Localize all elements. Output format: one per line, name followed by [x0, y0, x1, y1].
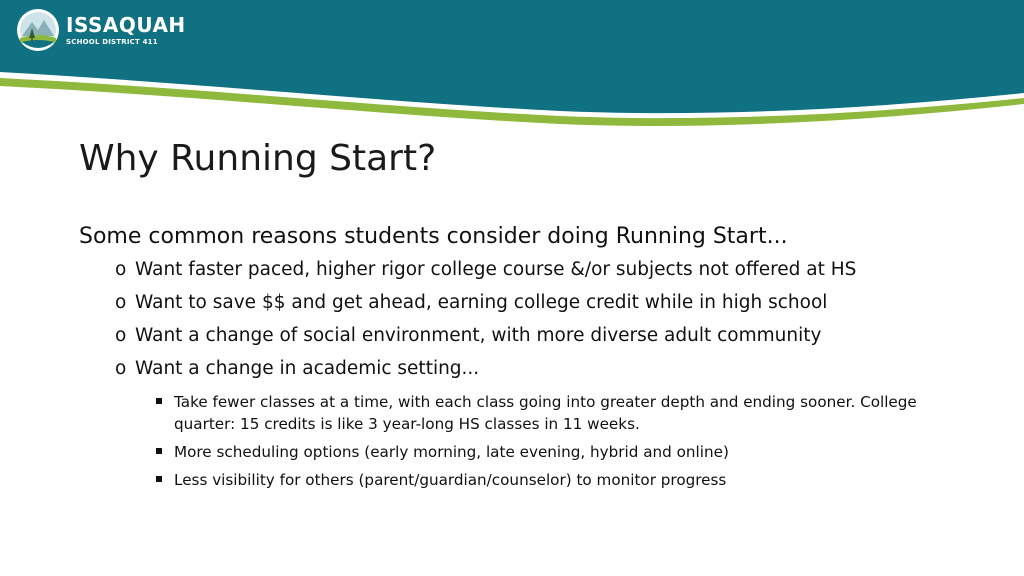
intro-text: Some common reasons students consider doing Running Start...	[79, 224, 788, 249]
slide-title: Why Running Start?	[79, 138, 437, 179]
list-item	[79, 352, 979, 385]
slide-body	[79, 221, 979, 494]
logo-name: ISSAQUAH	[66, 12, 186, 37]
square-bullet-icon	[154, 391, 174, 435]
logo-text	[66, 12, 186, 46]
reason-text: Want a change of social environment, with more diverse adult community	[135, 325, 822, 346]
list-item	[79, 286, 979, 319]
circle-bullet: o	[115, 259, 127, 280]
detail-text: Less visibility for others (parent/guardian/counselor) to monitor progress	[174, 471, 727, 489]
detail-text: Take fewer classes at a time, with each class going into greater depth and ending sooner. College quarter: 15 credits is like 3 year-long HS classes in 11 weeks.	[174, 393, 917, 433]
square-bullet-icon	[154, 469, 174, 491]
district-logo	[16, 8, 186, 52]
list-item	[79, 319, 979, 352]
reason-text: Want faster paced, higher rigor college course &/or subjects not offered at HS	[135, 259, 857, 280]
circle-bullet: o	[115, 325, 127, 346]
list-item	[79, 253, 979, 286]
sub-list-item	[79, 469, 979, 491]
circle-bullet: o	[115, 358, 127, 379]
sub-list-item	[79, 441, 979, 463]
logo-subtitle: SCHOOL DISTRICT 411	[66, 37, 158, 46]
detail-text: More scheduling options (early morning, late evening, hybrid and online)	[174, 443, 729, 461]
district-seal-icon	[16, 8, 60, 52]
sub-list-item	[79, 391, 979, 435]
square-bullet-icon	[154, 441, 174, 463]
circle-bullet: o	[115, 292, 127, 313]
reason-text: Want a change in academic setting...	[135, 358, 480, 379]
reason-text: Want to save $$ and get ahead, earning college credit while in high school	[135, 292, 828, 313]
